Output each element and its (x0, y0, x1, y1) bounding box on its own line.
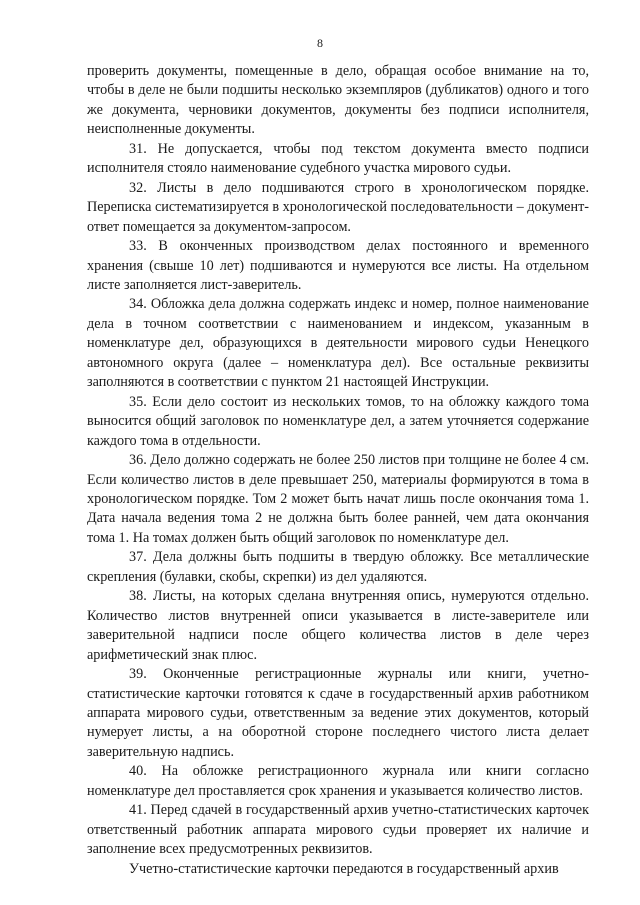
paragraph-36: 36. Дело должно содержать не более 250 листов при толщине не более 4 см. Если количество листов в деле превышает 250, материалы формируются в тома в хронологическом порядке. Том 2 может быть начат лишь после окончания тома 1. Дата начала ведения тома 2 не должна быть более ранней, чем дата окончания тома 1. На томах должен быть общий заголовок по номенклатуре дел. (87, 452, 589, 546)
document-body (87, 62, 589, 879)
paragraph-31: 31. Не допускается, чтобы под текстом документа вместо подписи исполнителя стояло наименование судебного участка мирового судьи. (87, 140, 589, 177)
paragraph-38: 38. Листы, на которых сделана внутренняя опись, нумеруются отдельно. Количество листов внутренней описи указывается в листе-заверителе или заверительной надписи после общего количества листов в деле через арифметический знак плюс. (87, 588, 589, 663)
paragraph-32: 32. Листы в дело подшиваются строго в хронологическом порядке. Переписка систематизируется в хронологической последовательности – документ-ответ помещается за документом-запросом. (87, 179, 589, 235)
paragraph-33: 33. В оконченных производством делах постоянного и временного хранения (свыше 10 лет) подшиваются и нумеруются все листы. На отдельном листе заполняется лист-заверитель. (87, 238, 589, 293)
page-number: 8 (317, 36, 323, 50)
paragraph-40: 40. На обложке регистрационного журнала или книги согласно номенклатуре дел проставляется срок хранения и указывается количество листов. (87, 763, 589, 799)
paragraph-37: 37. Дела должны быть подшиты в твердую обложку. Все металлические скрепления (булавки, скобы, скрепки) из дел удаляются. (87, 549, 589, 585)
paragraph-41: 41. Перед сдачей в государственный архив учетно-статистических карточек ответственный работник аппарата мирового судьи проверяет их наличие и заполнение всех предусмотренных реквизитов. (87, 802, 589, 858)
paragraph-continuation: проверить документы, помещенные в дело, обращая особое внимание на то, чтобы в деле не были подшиты несколько экземпляров (дубликатов) одного и того же документа, черновики документов, документы без подписи исполнителя, неисполненные документы. (87, 63, 589, 138)
paragraph-41-continued: Учетно-статистические карточки передаются в государственный архив (129, 860, 559, 877)
paragraph-39: 39. Оконченные регистрационные журналы или книги, учетно-статистические карточки готовятся к сдаче в государственный архив работником аппарата мирового судьи, ответственным за ведение этих документов, который нумерует листы, а на оборотной стороне последнего чистого листа делает заверительную надпись. (87, 666, 589, 760)
paragraph-35: 35. Если дело состоит из нескольких томов, то на обложку каждого тома выносится общий заголовок по номенклатуре дел, а затем уточняется содержание каждого тома в отдельности. (87, 393, 589, 449)
paragraph-34: 34. Обложка дела должна содержать индекс и номер, полное наименование дела в точном соответствии с наименованием и индексом, указанным в номенклатуре дел, образующихся в деятельности мирового судьи Ненецкого автономного округа (далее – номенклатура дел). Все остальные реквизиты заполняются в соответствии с пунктом 21 настоящей Инструкции. (87, 296, 589, 391)
